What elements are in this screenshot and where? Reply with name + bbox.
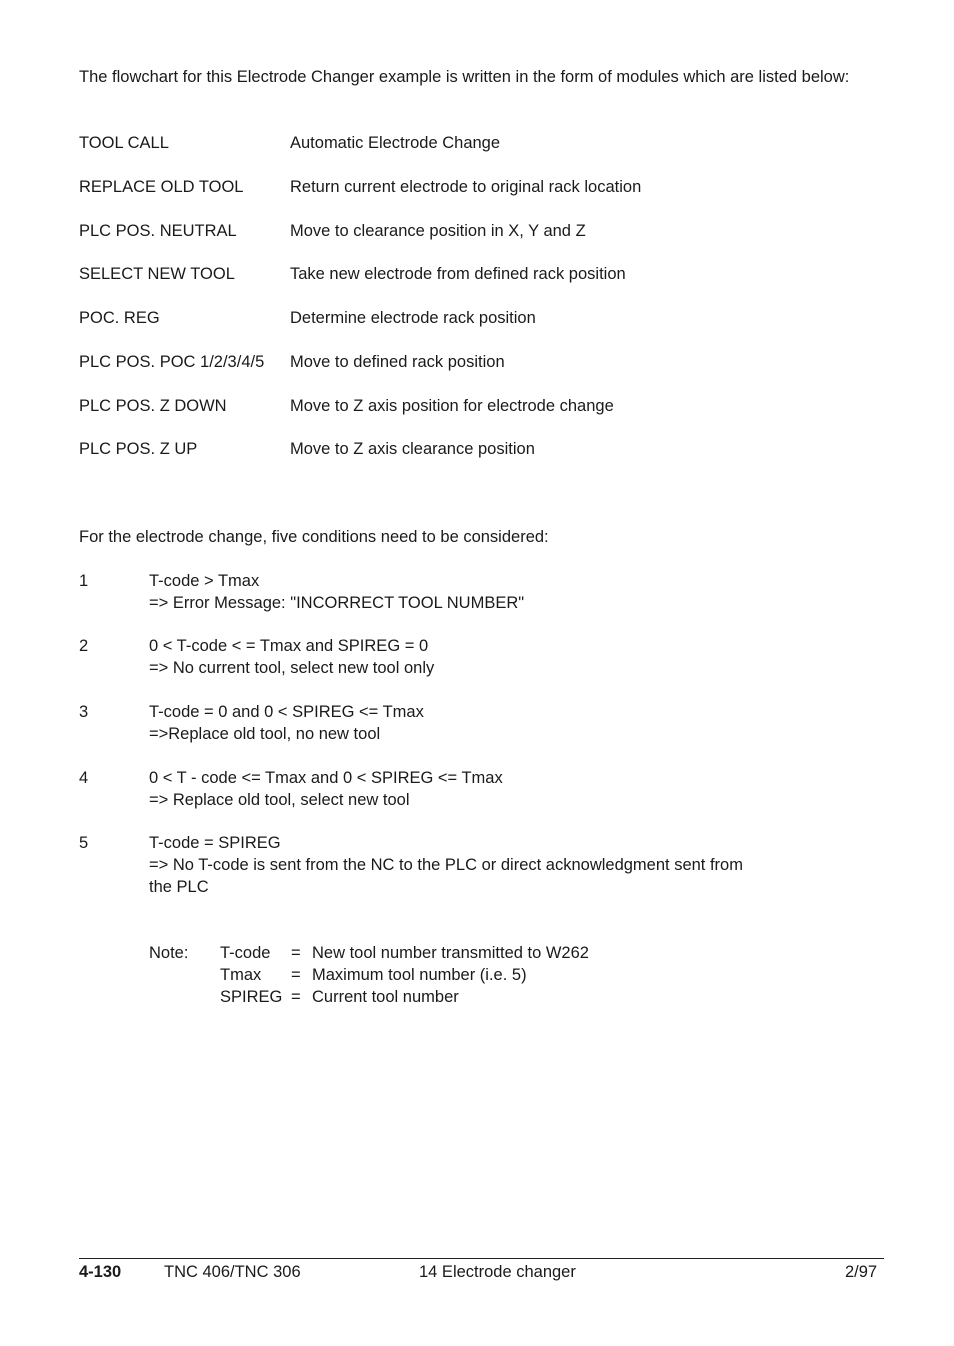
condition-number: 3	[79, 703, 89, 721]
module-description: Automatic Electrode Change	[290, 134, 501, 152]
condition-number: 2	[79, 637, 89, 655]
condition-line: => No T-code is sent from the NC to the PLC or direct acknowledgment sent from	[149, 856, 743, 874]
module-description: Take new electrode from defined rack position	[290, 265, 626, 283]
module-description: Move to defined rack position	[290, 353, 505, 371]
condition-number: 5	[79, 834, 89, 852]
note-term: SPIREG	[220, 988, 283, 1006]
condition-line: 0 < T-code < = Tmax and SPIREG = 0	[149, 637, 429, 655]
note-equals: =	[291, 988, 301, 1006]
footer-divider	[79, 1258, 884, 1259]
module-name: PLC POS. Z DOWN	[79, 397, 227, 415]
module-name: PLC POS. POC 1/2/3/4/5	[79, 353, 265, 371]
footer-chapter: 14 Electrode changer	[419, 1263, 576, 1281]
module-name: REPLACE OLD TOOL	[79, 178, 244, 196]
note-label: Note:	[149, 944, 189, 962]
condition-line: 0 < T - code <= Tmax and 0 < SPIREG <= Tmax	[149, 769, 503, 787]
note-definition: New tool number transmitted to W262	[312, 944, 589, 962]
condition-line: => Error Message: "INCORRECT TOOL NUMBER"	[149, 594, 525, 612]
condition-line: the PLC	[149, 878, 209, 896]
note-term: T-code	[220, 944, 271, 962]
module-name: SELECT NEW TOOL	[79, 265, 235, 283]
note-equals: =	[291, 944, 301, 962]
module-name: POC. REG	[79, 309, 160, 327]
condition-line: T-code = SPIREG	[149, 834, 281, 852]
module-description: Move to Z axis position for electrode change	[290, 397, 614, 415]
conditions-intro: For the electrode change, five conditions need to be considered:	[79, 528, 549, 546]
footer-model: TNC 406/TNC 306	[164, 1263, 301, 1281]
condition-line: =>Replace old tool, no new tool	[149, 725, 381, 743]
module-description: Move to clearance position in X, Y and Z	[290, 222, 586, 240]
condition-line: T-code > Tmax	[149, 572, 260, 590]
note-term: Tmax	[220, 966, 262, 984]
condition-number: 4	[79, 769, 89, 787]
module-name: PLC POS. Z UP	[79, 440, 198, 458]
note-equals: =	[291, 966, 301, 984]
note-definition: Maximum tool number (i.e. 5)	[312, 966, 527, 984]
intro-paragraph: The flowchart for this Electrode Changer example is written in the form of modules which are listed below:	[79, 68, 850, 86]
module-description: Move to Z axis clearance position	[290, 440, 535, 458]
note-definition: Current tool number	[312, 988, 459, 1006]
condition-number: 1	[79, 572, 89, 590]
module-description: Determine electrode rack position	[290, 309, 536, 327]
page-number: 4-130	[79, 1263, 122, 1281]
module-name: TOOL CALL	[79, 134, 169, 152]
footer-date: 2/97	[845, 1263, 878, 1281]
module-description: Return current electrode to original rack location	[290, 178, 642, 196]
condition-line: T-code = 0 and 0 < SPIREG <= Tmax	[149, 703, 424, 721]
module-name: PLC POS. NEUTRAL	[79, 222, 237, 240]
condition-line: => No current tool, select new tool only	[149, 659, 435, 677]
condition-line: => Replace old tool, select new tool	[149, 791, 410, 809]
